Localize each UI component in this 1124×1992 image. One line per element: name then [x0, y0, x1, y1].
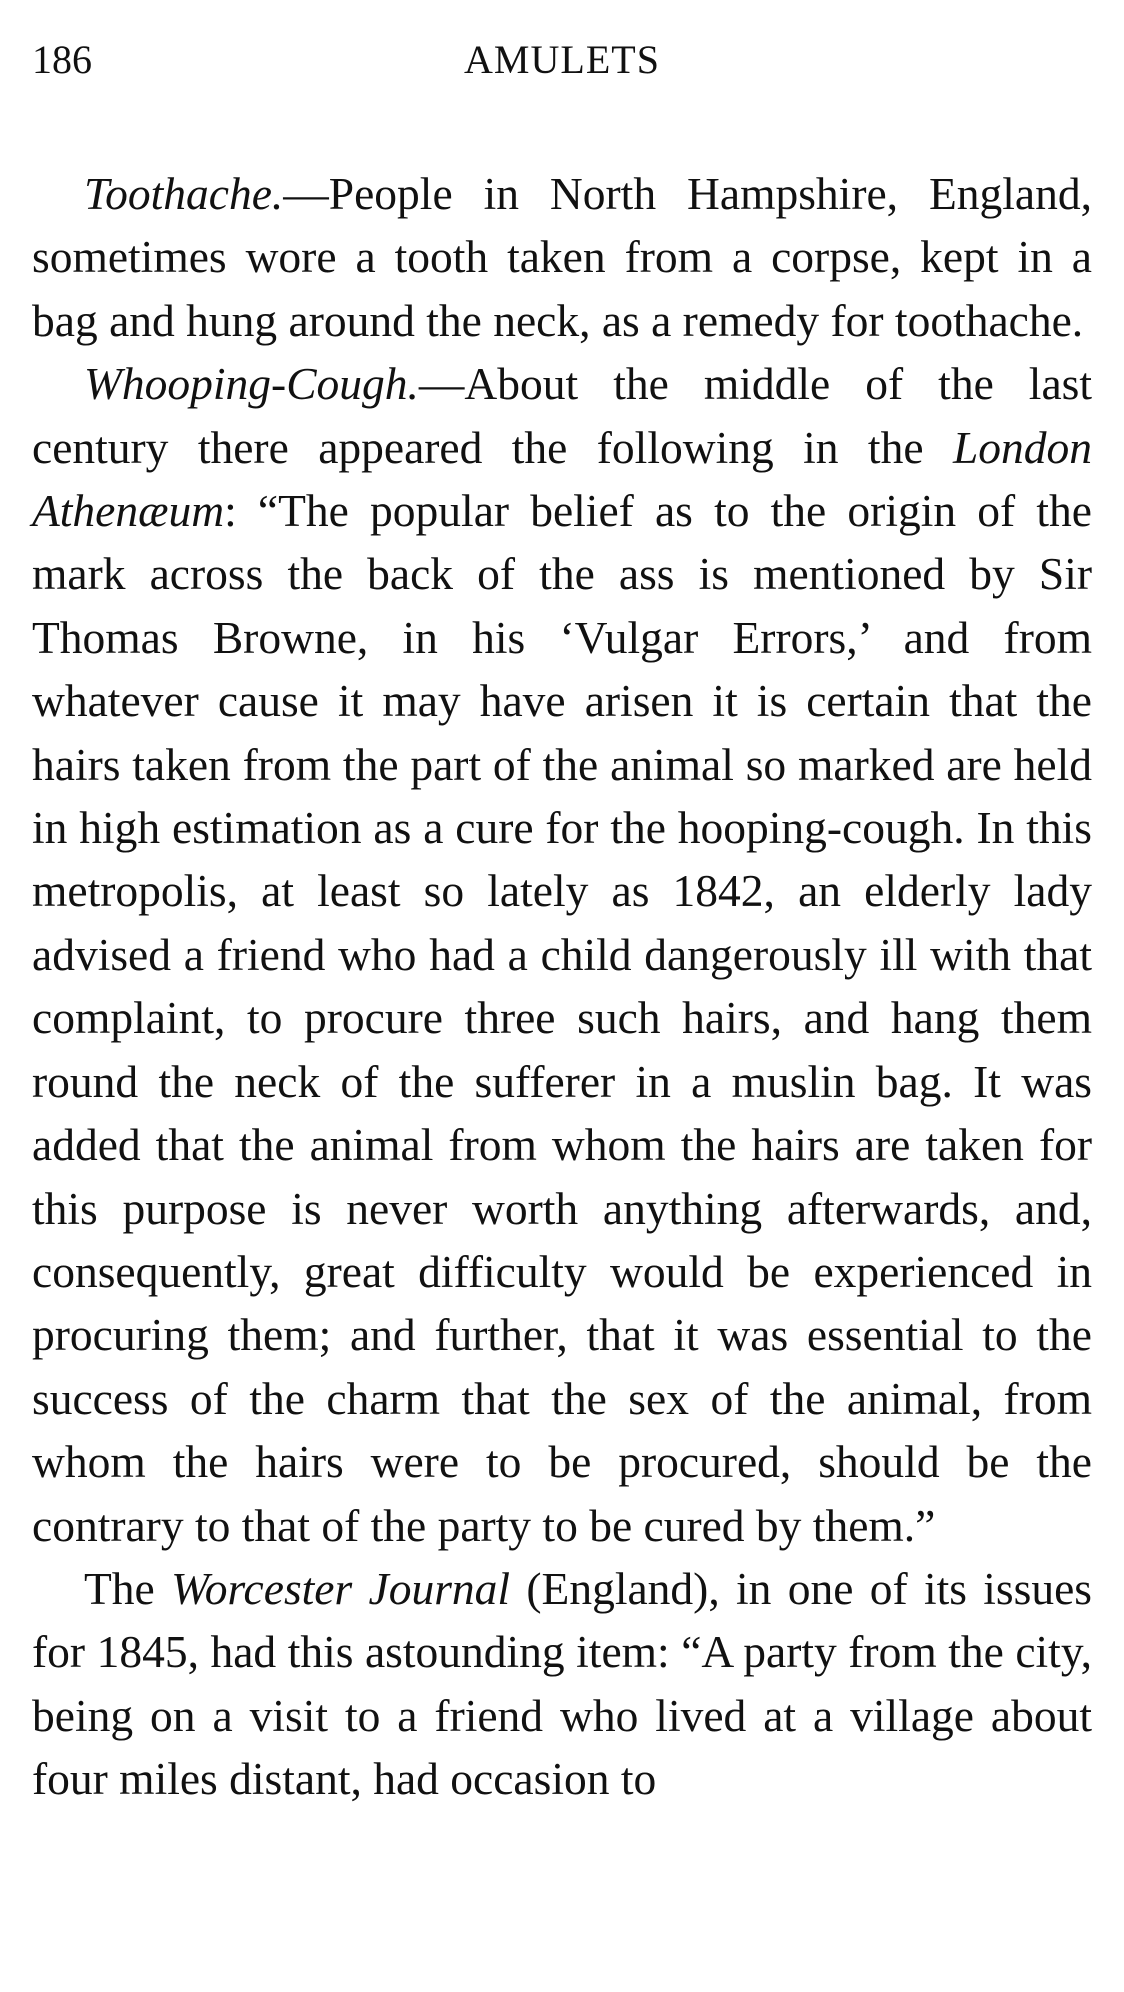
whooping-cough-quote: : “The popular belief as to the origin of the mark across the back of the ass is mentioned by Sir Thomas Browne, in his ‘Vulgar Errors,’ and from whatever cause it may have arisen it is certain that the hairs taken from the part of the animal so marked are held in high estimation as a cure for the hooping-cough. In this metropolis, at least so lately as 1842, an elderly lady advised a friend who had a child dangerously ill with that complaint, to procure three such hairs, and hang them round the neck of the sufferer in a muslin bag. It was added that the animal from whom the hairs are taken for this purpose is never worth anything afterwards, and, consequently, great difficulty would be experienced in procuring them; and further, that it was essential to the success of the charm that the sex of the animal, from whom the hairs were to be procured, should be the contrary to that of the party to be cured by them.” — [32, 485, 1092, 1551]
running-title: AMULETS — [464, 37, 660, 82]
worcester-text-intro: The — [84, 1562, 172, 1614]
body-text — [32, 162, 1092, 1811]
book-page — [32, 30, 1092, 1811]
toothache-text: —People in North Hampshire, England, sometimes wore a tooth taken from a corpse, kept in a bag and hung around the neck, as a remedy for toothache. — [32, 168, 1092, 346]
paragraph-whooping-cough — [32, 352, 1092, 1557]
toothache-heading: Toothache. — [84, 168, 284, 219]
worcester-text-body: (England), in one of its issues for 1845, had this astounding item: “A party from the city, being on a visit to a friend who lived at a village about four miles distant, had occasion to — [32, 1562, 1092, 1805]
worcester-journal-title: Worcester Journal — [171, 1562, 511, 1614]
whooping-cough-text-intro: —About the middle of the last century there appeared the following in the — [32, 358, 1092, 473]
london-athenaeum-title: London Athenæum — [32, 421, 1092, 537]
paragraph-worcester-journal — [32, 1557, 1092, 1811]
whooping-cough-heading: Whooping-Cough. — [84, 358, 419, 410]
paragraph-toothache — [32, 162, 1092, 352]
page-number: 186 — [32, 37, 92, 82]
page-header — [32, 30, 1092, 90]
